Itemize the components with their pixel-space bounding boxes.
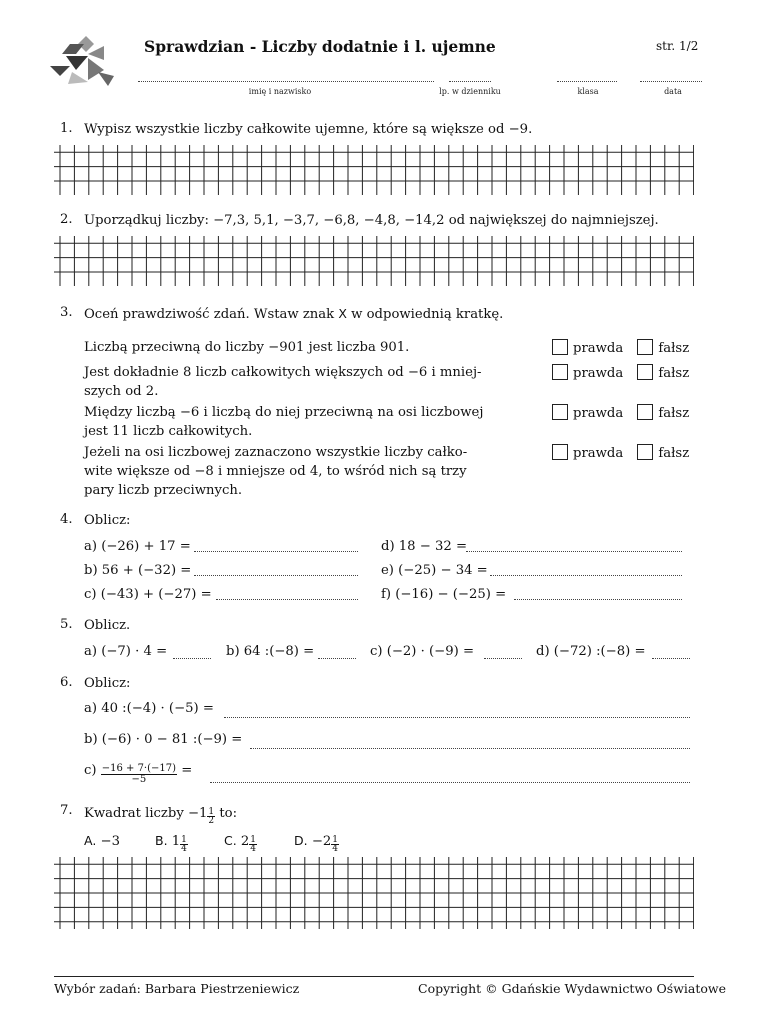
statement-2-answers: prawda fałsz: [552, 364, 689, 381]
question-2-text: Uporządkuj liczby: −7,3, 5,1, −3,7, −6,8, −4,8, −14,2 od największej do najmniejszej.: [84, 213, 659, 228]
exercise-6a: a) 40 :(−4) · (−5) =: [84, 701, 214, 716]
register-number-field-label: lp. w dzienniku: [439, 87, 501, 96]
answer-line[interactable]: [194, 551, 358, 552]
mark-symbol: X: [338, 306, 347, 321]
answer-line[interactable]: [318, 658, 356, 659]
exercise-4b: b) 56 + (−32) =: [84, 563, 192, 578]
question-3-text-end: w odpowiednią kratkę.: [351, 307, 504, 322]
answer-line[interactable]: [250, 748, 690, 749]
answer-line[interactable]: [514, 599, 682, 600]
question-number: 2.: [60, 212, 73, 227]
question-5-text: Oblicz.: [84, 618, 131, 633]
register-number-field-line: [449, 81, 491, 82]
date-field-label: data: [664, 87, 682, 96]
page-number: str. 1/2: [656, 39, 699, 53]
exercise-6b: b) (−6) · 0 − 81 :(−9) =: [84, 732, 243, 747]
answer-grid: [54, 145, 694, 195]
class-field-label: klasa: [577, 87, 599, 96]
name-field-line: [138, 81, 434, 82]
statement-1: Liczbą przeciwną do liczby −901 jest liczba 901.: [84, 340, 410, 355]
publisher-logo: [48, 34, 116, 88]
class-field-line: [557, 81, 617, 82]
false-checkbox[interactable]: [637, 364, 653, 380]
exercise-4d: d) 18 − 32 =: [381, 539, 468, 554]
question-3-text: [84, 305, 503, 324]
question-1-text: Wypisz wszystkie liczby całkowite ujemne, które są większe od −9.: [84, 122, 533, 137]
exercise-6c: c) $\frac{-16 + 7\cdot(-17)}{-5}$ =: [84, 763, 193, 785]
answer-line[interactable]: [466, 551, 682, 552]
option-d[interactable]: D. −2 $\frac{1}{4}$: [294, 833, 338, 854]
exercise-4e: e) (−25) − 34 =: [381, 563, 488, 578]
exercise-5d: d) (−72) :(−8) =: [536, 644, 646, 659]
statement-2: Jest dokładnie 8 liczb całkowitych większych od −6 i mniej- szych od 2.: [84, 365, 482, 399]
question-number: 3.: [60, 305, 73, 320]
answer-grid: [54, 236, 694, 286]
question-6-text: Oblicz:: [84, 676, 131, 691]
question-4-text: Oblicz:: [84, 513, 131, 528]
false-checkbox[interactable]: [637, 339, 653, 355]
false-checkbox[interactable]: [637, 404, 653, 420]
page-title: Sprawdzian - Liczby dodatnie i l. ujemne: [144, 37, 496, 56]
exercise-5c: c) (−2) · (−9) =: [370, 644, 474, 659]
answer-line[interactable]: [652, 658, 690, 659]
question-7-text: Kwadrat liczby −1 $\frac{1}{2}$ to:: [84, 806, 238, 826]
question-number: 5.: [60, 617, 73, 632]
option-a[interactable]: A. −3: [84, 833, 120, 849]
question-number: 7.: [60, 803, 73, 818]
exercise-4c: c) (−43) + (−27) =: [84, 587, 212, 602]
statement-1-answers: prawda fałsz: [552, 339, 689, 356]
fraction: $\frac{1}{2}$: [208, 807, 215, 826]
question-number: 1.: [60, 121, 73, 136]
answer-line[interactable]: [173, 658, 211, 659]
false-checkbox[interactable]: [637, 444, 653, 460]
question-3-text-start: Oceń prawdziwość zdań. Wstaw znak: [84, 307, 335, 322]
statement-3: Między liczbą −6 i liczbą do niej przeciwną na osi liczbowej jest 11 liczb całkowitych.: [84, 405, 484, 439]
statement-3-answers: prawda fałsz: [552, 404, 689, 421]
answer-line[interactable]: [490, 575, 682, 576]
true-checkbox[interactable]: [552, 404, 568, 420]
exercise-4a: a) (−26) + 17 =: [84, 539, 191, 554]
exercise-4f: f) (−16) − (−25) =: [381, 587, 507, 602]
true-checkbox[interactable]: [552, 339, 568, 355]
answer-line[interactable]: [194, 575, 358, 576]
date-field-line: [640, 81, 702, 82]
answer-line[interactable]: [210, 782, 690, 783]
true-checkbox[interactable]: [552, 364, 568, 380]
answer-line[interactable]: [216, 599, 358, 600]
exercise-5b: b) 64 :(−8) =: [226, 644, 315, 659]
answer-line[interactable]: [224, 717, 690, 718]
option-c[interactable]: C. 2 $\frac{1}{4}$: [224, 833, 257, 854]
name-field-label: imię i nazwisko: [248, 87, 312, 96]
question-number: 4.: [60, 512, 73, 527]
option-b[interactable]: B. 1 $\frac{1}{4}$: [155, 833, 187, 854]
footer-rule: [54, 976, 694, 977]
statement-4-answers: prawda fałsz: [552, 444, 689, 461]
footer-copyright: Copyright © Gdańskie Wydawnictwo Oświatowe: [418, 981, 727, 996]
question-number: 6.: [60, 675, 73, 690]
answer-grid: [54, 857, 694, 929]
statement-4: Jeżeli na osi liczbowej zaznaczono wszystkie liczby całko- wite większe od −8 i mniejsze od 4, to wśród nich są trzy pary liczb przeciwnych.: [84, 445, 468, 498]
fraction: $\frac{-16 + 7\cdot(-17)}{-5}$: [101, 763, 177, 785]
true-checkbox[interactable]: [552, 444, 568, 460]
exercise-5a: a) (−7) · 4 =: [84, 644, 168, 659]
footer-author: Wybór zadań: Barbara Piestrzeniewicz: [54, 981, 300, 996]
answer-line[interactable]: [484, 658, 522, 659]
